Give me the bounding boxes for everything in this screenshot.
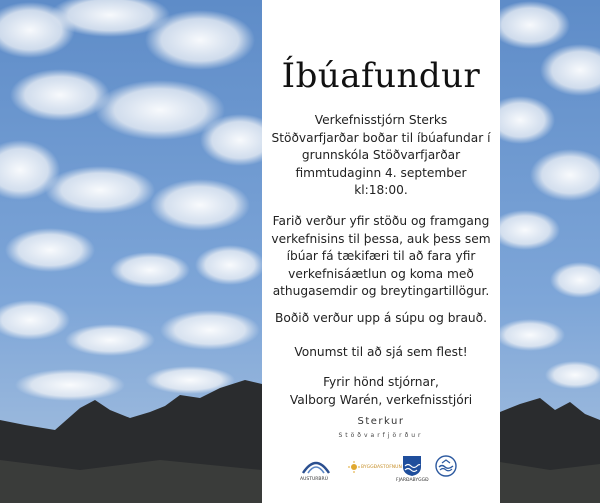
poster-title: Íbúafundur (281, 56, 481, 96)
fjardabyggd-logo (396, 455, 429, 485)
sky-clouds-mountains-image (0, 0, 262, 503)
stodvarfjordur-crest-logo (434, 455, 458, 485)
shield-crest-icon (402, 455, 422, 477)
byggdastofnun-logo (348, 455, 402, 485)
logo-label: FJARÐABYGGÐ (396, 478, 429, 483)
background-photo-left (0, 0, 262, 503)
paragraph-hope: Vonumst til að sjá sem flest! (294, 345, 468, 359)
sun-icon (348, 461, 360, 473)
paragraph-food: Boðið verður upp á súpu og brauð. (275, 311, 487, 325)
round-crest-icon (435, 455, 457, 477)
sponsor-logos (300, 455, 470, 487)
arch-icon (300, 455, 332, 477)
org-name: Sterkur (357, 416, 405, 427)
org-subtitle: Stöðvarfjörður (338, 432, 424, 439)
sky-clouds-mountains-image (500, 0, 600, 503)
paragraph-signature: Fyrir hönd stjórnar, Valborg Warén, verkefnisstjóri (289, 375, 473, 407)
paragraph-agenda: Farið verður yfir stöðu og framgang verkefnisins til þessa, auk þess sem íbúar fá tækifæri til að fara yfir verkefnisáætlun og koma með athugasemdir og breytingartillögur. (271, 214, 491, 298)
announcement-card (262, 0, 500, 503)
logo-label: AUSTURBRÚ (300, 477, 328, 482)
logo-label: BYGGÐASTOFNUN (361, 465, 402, 470)
austurbru-logo (300, 455, 332, 485)
background-photo-right (500, 0, 600, 503)
paragraph-meeting-invite: Verkefnisstjórn Sterks Stöðvarfjarðar boðar til íbúafundar í grunnskóla Stöðvarfjarðar fimmtudaginn 4. september kl:18:00. (271, 113, 491, 197)
